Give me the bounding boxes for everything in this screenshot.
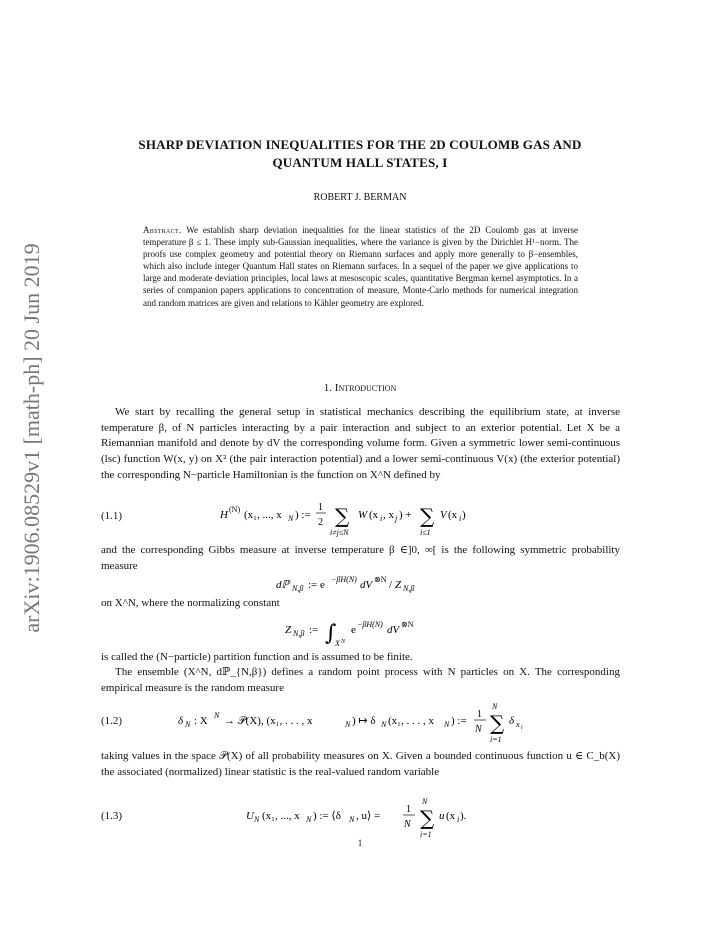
svg-text:i: i (380, 514, 383, 523)
paper-title (60, 136, 660, 172)
equation-gibbs (276, 573, 476, 598)
svg-text:1: 1 (406, 804, 411, 815)
svg-text:Z: Z (285, 624, 292, 636)
svg-text:∑: ∑ (490, 711, 505, 735)
svg-text:i: i (457, 815, 460, 824)
svg-text:j: j (395, 514, 398, 523)
svg-text:N: N (288, 514, 294, 523)
svg-text:) :=: ) := (451, 715, 467, 727)
svg-text:N: N (185, 720, 191, 729)
equation-partition (285, 614, 485, 653)
abstract (143, 224, 578, 309)
equation-gibbs-graphic (276, 573, 476, 595)
svg-text:N: N (306, 815, 312, 824)
svg-text:) :=: ) := (295, 509, 311, 521)
svg-text:N: N (492, 702, 498, 711)
paragraph-2: and the corresponding Gibbs measure at inverse temperature β ∈]0, ∞[ is the following symmetric probability measure (101, 544, 620, 572)
svg-text:V: V (440, 509, 447, 521)
svg-text:N,β: N,β (292, 584, 304, 593)
svg-text:N: N (422, 797, 428, 806)
title-line-2: QUANTUM HALL STATES, I (272, 155, 448, 170)
svg-text:1: 1 (477, 709, 482, 720)
equation-1-3 (246, 793, 506, 842)
svg-text::= e: := e (308, 579, 325, 591)
svg-text:N: N (444, 720, 450, 729)
svg-text:−βH(N): −βH(N) (331, 575, 357, 584)
arxiv-identifier: arXiv:1906.08529v1 [math-ph] 20 Jun 2019 (19, 243, 44, 633)
svg-text:u: u (439, 810, 445, 822)
svg-text:N: N (341, 639, 346, 645)
svg-text:δ: δ (178, 715, 184, 727)
svg-text:N: N (404, 819, 411, 830)
paragraph-5: The ensemble (X^N, dℙ_{N,β}) defines a random point process with N particles on X. The corresponding empirical measure is the random measure (101, 666, 620, 694)
svg-text:∫: ∫ (325, 621, 337, 646)
svg-text:dV: dV (360, 579, 373, 591)
svg-text:dV: dV (387, 624, 400, 636)
equation-partition-graphic (285, 614, 485, 650)
eq-1-2-label: (1.2) (101, 715, 123, 727)
svg-text:2: 2 (318, 517, 323, 528)
svg-text:Z: Z (395, 579, 402, 591)
svg-text:∑: ∑ (420, 504, 435, 528)
svg-text:x: x (516, 720, 520, 729)
svg-text:δ: δ (509, 715, 515, 727)
svg-text:i: i (521, 725, 523, 731)
svg-text:N: N (349, 815, 355, 824)
svg-text:1: 1 (318, 502, 323, 513)
svg-text:N,β: N,β (293, 629, 305, 638)
section-number: 1. (323, 382, 333, 394)
svg-text:/: / (389, 579, 393, 591)
svg-text:) := ⟨δ: ) := ⟨δ (313, 810, 341, 822)
svg-text:∑: ∑ (335, 504, 350, 528)
equation-1-2 (178, 698, 558, 747)
svg-text:(N): (N) (229, 505, 241, 514)
svg-text:).: ). (460, 810, 467, 822)
section-heading (60, 382, 660, 394)
paragraph-6: taking values in the space 𝒫(X) of all probability measures on X. Given a bounded continuous function u ∈ C_b(X) the associated (normalized) linear statistic is the real-valued random variable (101, 750, 620, 778)
paragraph-4: is called the (N−particle) partition function and is assumed to be finite. (101, 651, 413, 663)
equation-1-1 (220, 500, 520, 543)
abstract-heading: Abstract. (143, 225, 182, 235)
svg-text:H: H (220, 509, 228, 521)
svg-text:i≤1: i≤1 (420, 528, 431, 537)
svg-text:W: W (358, 509, 368, 521)
svg-text:: X: : X (194, 715, 208, 727)
svg-text:N,β: N,β (403, 584, 415, 593)
svg-text:(x: (x (448, 509, 458, 521)
abstract-text: We establish sharp deviation inequalities for the linear statistics of the 2D Coulomb gas at inverse temperature β ≤ 1. These imply sub-Gaussian inequalities, where the variance is given by the Dirichlet H¹−norm. The proofs use complex geometry and potential theory on Riemann surfaces and apply more generally to β−ensembles, which also include integer Quantum Hall states on Riemann surfaces. In a sequel of the paper we give applications to large and moderate deviation principles, local laws at mesoscopic scales, quantitative Bergman kernel asymptotics. In a series of companion papers applications to concentration of measure, Monte-Carlo methods for numerical integration and random matrices are given and relations to Kähler geometry are explored. (143, 225, 578, 308)
svg-text:(x₁, . . . , x: (x₁, . . . , x (388, 715, 434, 727)
svg-text:, u⟩ =: , u⟩ = (356, 810, 381, 822)
svg-text:N: N (475, 724, 482, 735)
page-number: 1 (357, 838, 363, 848)
paragraph-1: We start by recalling the general setup in statistical mechanics describing the equilibrium state, at inverse temperature β, of N particles interacting by a pair interaction and subject to an exterior potential. Let X be a Riemannian manifold and denote by dV the corresponding volume form. Given a symmetric lower semi-continuous (lsc) function W(x, y) on X² (the pair interaction potential) and a lower semi-continuous V(x) (the exterior potential) the corresponding N−particle Hamiltonian is the function on X^N defined by (101, 406, 620, 481)
equation-1-3-graphic (246, 793, 506, 839)
section-title: Introduction (334, 382, 397, 394)
svg-text:∑: ∑ (420, 806, 435, 830)
svg-text:): ) (462, 509, 466, 521)
svg-text:N: N (214, 711, 220, 720)
svg-text:(x: (x (446, 810, 456, 822)
svg-text:i=1: i=1 (490, 735, 502, 744)
title-line-1: SHARP DEVIATION INEQUALITIES FOR THE 2D COULOMB GAS AND (138, 137, 582, 152)
svg-text:e: e (351, 624, 356, 636)
svg-text:i: i (459, 514, 462, 523)
author: ROBERT J. BERMAN (313, 192, 407, 203)
svg-text:⊗N: ⊗N (374, 575, 387, 584)
svg-text:) +: ) + (399, 509, 412, 521)
svg-text:→ 𝒫(X), (x₁, . . . , x: → 𝒫(X), (x₁, . . . , x (224, 715, 313, 727)
svg-text:(x: (x (369, 509, 379, 521)
svg-text:U: U (246, 810, 254, 822)
svg-text:(x₁, ..., x: (x₁, ..., x (244, 509, 282, 521)
svg-text:−βH(N): −βH(N) (357, 620, 383, 629)
eq-1-3-label: (1.3) (101, 810, 123, 822)
svg-text:) ↦ δ: ) ↦ δ (352, 715, 376, 727)
svg-text:N: N (254, 815, 260, 824)
svg-text:dℙ: dℙ (276, 579, 290, 591)
svg-text::=: := (309, 624, 319, 636)
equation-1-1-graphic (220, 500, 520, 540)
svg-text:i=1: i=1 (420, 830, 432, 839)
equation-1-2-graphic (178, 698, 558, 744)
svg-text:N: N (381, 720, 387, 729)
svg-text:N: N (345, 720, 351, 729)
svg-text:X: X (335, 639, 340, 648)
svg-text:(x₁, ..., x: (x₁, ..., x (262, 810, 300, 822)
svg-text:, x: , x (383, 509, 394, 521)
eq-1-1-label: (1.1) (101, 510, 123, 522)
svg-text:⊗N: ⊗N (401, 620, 414, 629)
svg-text:i≠j≤N: i≠j≤N (330, 528, 349, 537)
paragraph-3: on X^N, where the normalizing constant (101, 597, 280, 609)
